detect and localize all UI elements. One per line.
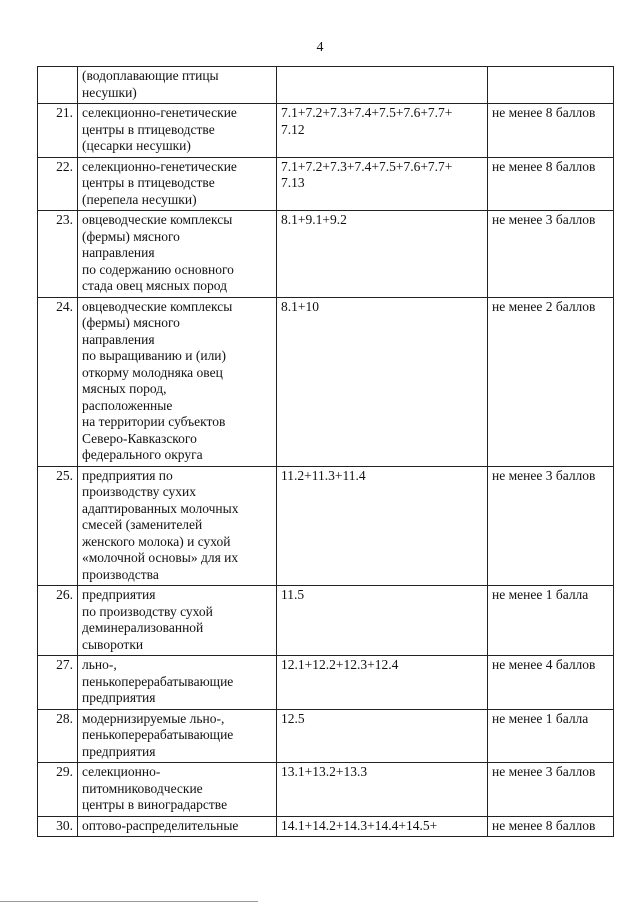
row-number: 27. (38, 656, 78, 710)
criteria-cell (277, 466, 488, 586)
enterprise-type-cell (78, 656, 277, 710)
criteria-line: 12.5 (281, 710, 305, 726)
min-score-cell (488, 67, 614, 104)
criteria-cell (277, 104, 488, 158)
enterprise-type-line: селекционно- (82, 764, 161, 779)
enterprise-type-line: производства (82, 566, 159, 582)
criteria-line: 8.1+9.1+9.2 (281, 212, 347, 227)
criteria-line: 11.5 (281, 587, 305, 602)
enterprise-type-line: центры в птицеводстве (82, 175, 215, 190)
row-number: 25. (38, 466, 78, 586)
enterprise-type-line: пенькоперерабатывающие (82, 673, 234, 689)
enterprise-type-line: предприятия (82, 587, 156, 602)
enterprise-type-line: модернизируемые льно-, (82, 710, 225, 726)
enterprise-type-line: адаптированных молочных (82, 500, 239, 516)
row-number: 24. (38, 297, 78, 466)
row-number: 22. (38, 157, 78, 211)
enterprise-type-line: деминерализованной (82, 620, 204, 635)
enterprise-type-line: направления (82, 331, 155, 347)
criteria-line: 11.2+11.3+11.4 (281, 467, 366, 483)
enterprise-type-line: по производству сухой (82, 603, 213, 619)
enterprise-type-line: стада овец мясных пород (82, 278, 228, 293)
min-score-cell: не менее 1 балла (488, 586, 614, 656)
criteria-line: 8.1+10 (281, 298, 319, 314)
criteria-table (37, 66, 614, 837)
enterprise-type-line: женского молока) и сухой (82, 533, 231, 549)
criteria-line: 7.13 (281, 175, 305, 190)
min-score-cell: не менее 1 балла (488, 709, 614, 763)
enterprise-type-cell (78, 816, 277, 837)
criteria-cell (277, 586, 488, 656)
criteria-cell (277, 816, 488, 837)
enterprise-type-cell (78, 709, 277, 763)
enterprise-type-cell (78, 586, 277, 656)
enterprise-type-line: федерального округа (82, 447, 203, 462)
min-score-cell: не менее 3 баллов (488, 763, 614, 817)
enterprise-type-line: по выращиванию и (или) (82, 348, 227, 363)
criteria-line: 7.1+7.2+7.3+7.4+7.5+7.6+7.7+ (281, 105, 453, 120)
enterprise-type-line: Северо-Кавказского (82, 430, 197, 446)
table-row (38, 466, 614, 586)
criteria-line: 7.1+7.2+7.3+7.4+7.5+7.6+7.7+ (281, 158, 453, 174)
enterprise-type-cell (78, 67, 277, 104)
min-score-cell: не менее 4 баллов (488, 656, 614, 710)
enterprise-type-line: льно-, (82, 657, 117, 672)
enterprise-type-line: селекционно-генетические (82, 105, 237, 120)
enterprise-type-line: производству сухих (82, 484, 197, 499)
row-number (38, 67, 78, 104)
row-number: 23. (38, 211, 78, 298)
criteria-cell (277, 211, 488, 298)
enterprise-type-line: направления (82, 245, 155, 260)
enterprise-type-line: (фермы) мясного (82, 315, 180, 330)
table-row (38, 67, 614, 104)
criteria-cell (277, 297, 488, 466)
table-row (38, 157, 614, 211)
criteria-line: 14.1+14.2+14.3+14.4+14.5+ (281, 817, 438, 833)
enterprise-type-line: (фермы) мясного (82, 228, 180, 244)
criteria-line: 13.1+13.2+13.3 (281, 764, 368, 779)
min-score-cell: не менее 8 баллов (488, 816, 614, 837)
enterprise-type-cell (78, 297, 277, 466)
row-number: 29. (38, 763, 78, 817)
enterprise-type-line: несушки) (82, 84, 137, 100)
table-row (38, 297, 614, 466)
enterprise-type-line: откорму молодняка овец (82, 364, 223, 380)
enterprise-type-line: мясных пород, (82, 381, 167, 396)
enterprise-type-line: центры в виноградарстве (82, 797, 228, 812)
enterprise-type-cell (78, 104, 277, 158)
row-number: 26. (38, 586, 78, 656)
enterprise-type-line: (цесарки несушки) (82, 138, 191, 153)
footer-divider (0, 901, 258, 902)
enterprise-type-line: пенькоперерабатывающие (82, 727, 234, 742)
enterprise-type-line: (водоплавающие птицы (82, 68, 219, 83)
page-number: 4 (316, 40, 324, 55)
table-row (38, 104, 614, 158)
row-number: 21. (38, 104, 78, 158)
enterprise-type-line: (перепела несушки) (82, 191, 197, 207)
criteria-cell (277, 763, 488, 817)
min-score-cell: не менее 3 баллов (488, 466, 614, 586)
enterprise-type-cell (78, 466, 277, 586)
enterprise-type-line: по содержанию основного (82, 261, 234, 277)
enterprise-type-line: сыворотки (82, 636, 144, 652)
enterprise-type-line: предприятия (82, 690, 156, 705)
enterprise-type-line: смесей (заменителей (82, 517, 203, 532)
min-score-cell: не менее 3 баллов (488, 211, 614, 298)
criteria-cell (277, 67, 488, 104)
table-row (38, 656, 614, 710)
table-row (38, 816, 614, 837)
enterprise-type-line: питомниководческие (82, 780, 203, 796)
enterprise-type-line: предприятия по (82, 467, 173, 483)
enterprise-type-line: оптово-распределительные (82, 817, 239, 833)
enterprise-type-line: на территории субъектов (82, 414, 226, 429)
criteria-cell (277, 656, 488, 710)
criteria-line: 12.1+12.2+12.3+12.4 (281, 657, 399, 672)
enterprise-type-line: овцеводческие комплексы (82, 212, 233, 227)
enterprise-type-cell (78, 763, 277, 817)
table-row (38, 763, 614, 817)
row-number: 28. (38, 709, 78, 763)
table-row (38, 586, 614, 656)
enterprise-type-cell (78, 157, 277, 211)
table-row (38, 211, 614, 298)
enterprise-type-line: расположенные (82, 397, 173, 413)
enterprise-type-cell (78, 211, 277, 298)
enterprise-type-line: «молочной основы» для их (82, 550, 239, 565)
enterprise-type-line: предприятия (82, 743, 156, 759)
enterprise-type-line: центры в птицеводстве (82, 121, 215, 137)
criteria-cell (277, 157, 488, 211)
row-number: 30. (38, 816, 78, 837)
enterprise-type-line: овцеводческие комплексы (82, 298, 233, 314)
table-body (38, 67, 614, 837)
min-score-cell: не менее 8 баллов (488, 104, 614, 158)
criteria-line: 7.12 (281, 121, 305, 137)
min-score-cell: не менее 8 баллов (488, 157, 614, 211)
table-row (38, 709, 614, 763)
criteria-cell (277, 709, 488, 763)
enterprise-type-line: селекционно-генетические (82, 158, 237, 174)
min-score-cell: не менее 2 баллов (488, 297, 614, 466)
